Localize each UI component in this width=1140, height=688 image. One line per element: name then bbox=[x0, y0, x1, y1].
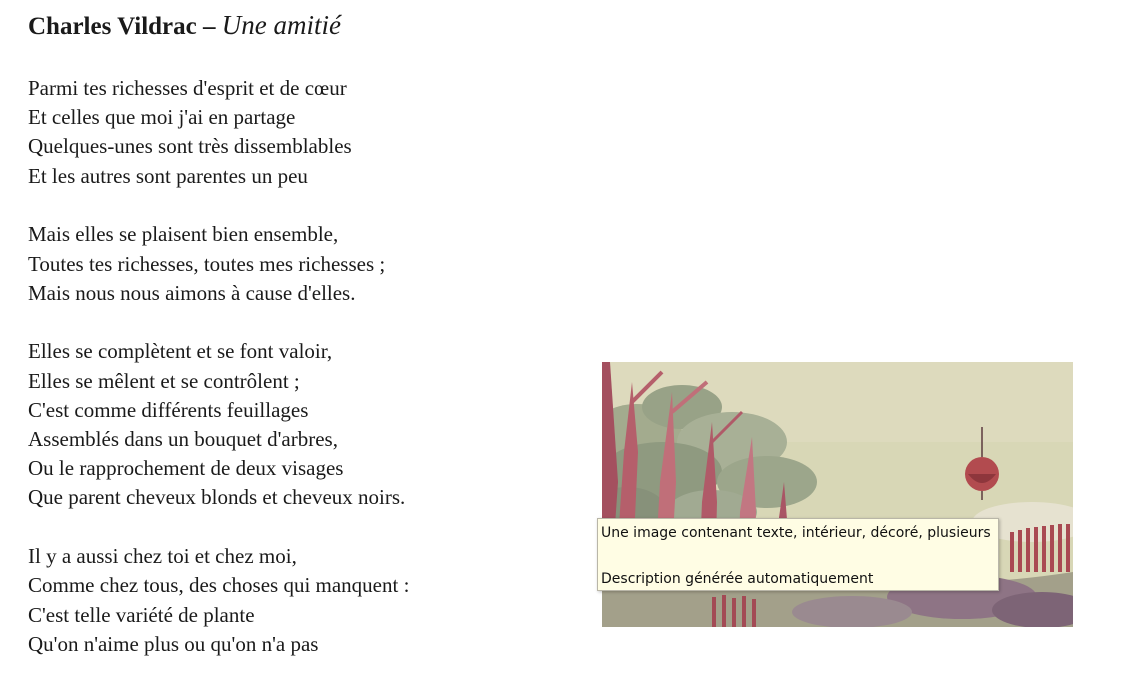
poem-line: Comme chez tous, des choses qui manquent : bbox=[28, 573, 410, 598]
image-alt-text-tooltip bbox=[597, 518, 999, 591]
poem-work-title: Une amitié bbox=[221, 10, 341, 40]
poem-line: Que parent cheveux blonds et cheveux noirs. bbox=[28, 485, 406, 510]
poem-line: Et les autres sont parentes un peu bbox=[28, 163, 308, 188]
poem-line: C'est comme différents feuillages bbox=[28, 397, 309, 422]
poem-line: Il y a aussi chez toi et chez moi, bbox=[28, 544, 297, 569]
poem-author: Charles Vildrac bbox=[28, 13, 197, 40]
poem-line: Mais nous nous aimons à cause d'elles. bbox=[28, 280, 356, 305]
poem-body bbox=[28, 74, 409, 688]
poem-line: Parmi tes richesses d'esprit et de cœur bbox=[28, 76, 347, 100]
poem-line: C'est telle variété de plante bbox=[28, 602, 255, 627]
poem-line: Toutes tes richesses, toutes mes richesses ; bbox=[28, 251, 386, 276]
tooltip-description: Une image contenant texte, intérieur, décoré, plusieurs bbox=[601, 525, 991, 541]
stanza bbox=[28, 74, 409, 191]
poem-line: Elles se mêlent et se contrôlent ; bbox=[28, 368, 300, 393]
tooltip-auto-generated-note: Description générée automatiquement bbox=[601, 571, 874, 587]
poem-line: Elles se complètent et se font valoir, bbox=[28, 339, 333, 364]
title-separator: – bbox=[196, 13, 222, 40]
poem-line: Assemblés dans un bouquet d'arbres, bbox=[28, 427, 338, 452]
poem-line: Mais elles se plaisent bien ensemble, bbox=[28, 222, 339, 247]
poem-line: Quelques-unes sont très dissemblables bbox=[28, 134, 352, 159]
poem-line: Qu'on n'aime plus ou qu'on n'a pas bbox=[28, 631, 319, 656]
stanza bbox=[28, 542, 409, 659]
stanza bbox=[28, 220, 409, 308]
stanza bbox=[28, 337, 409, 512]
poem-line: Ou le rapprochement de deux visages bbox=[28, 456, 344, 481]
poem-title bbox=[28, 8, 341, 44]
poem-line: Et celles que moi j'ai en partage bbox=[28, 105, 296, 130]
